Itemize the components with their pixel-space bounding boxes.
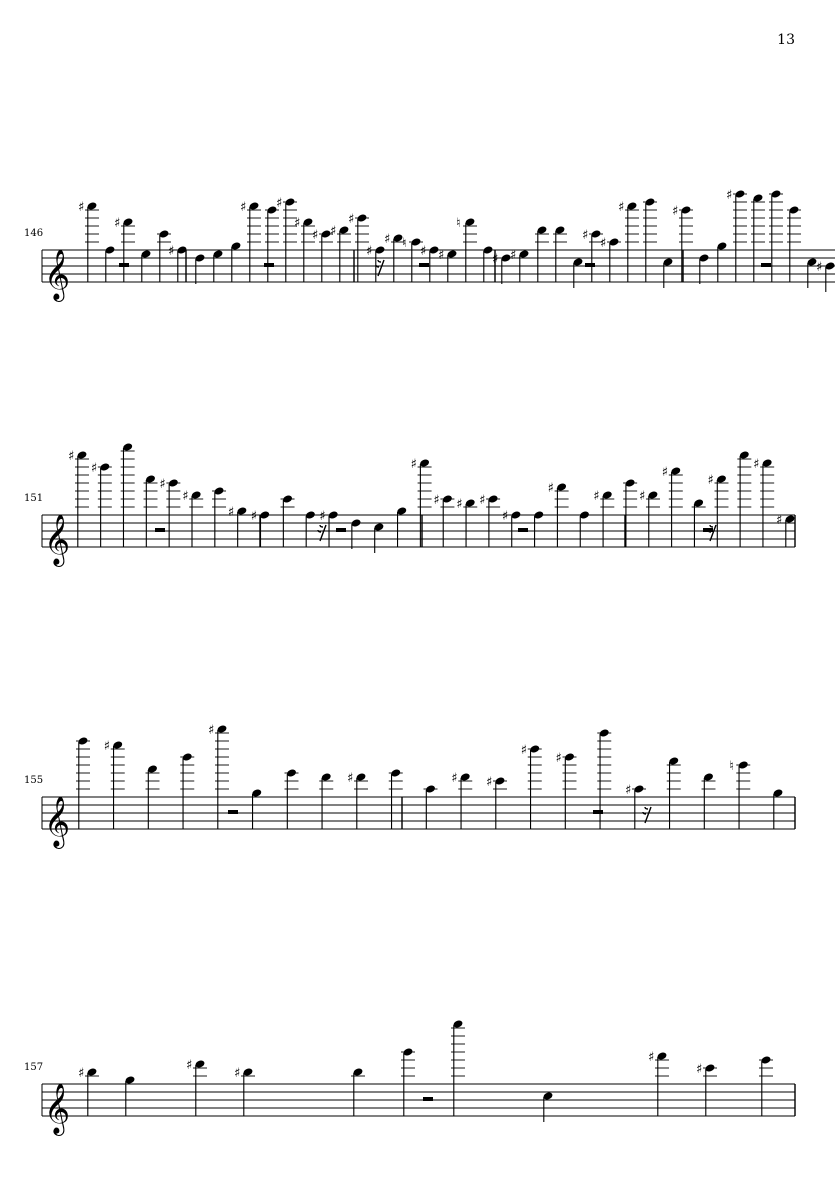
sharp-icon: ♯ [816,260,823,275]
sharp-icon: ♯ [384,232,391,247]
staff-system [24,723,795,849]
note [114,216,135,282]
note [240,200,261,282]
sharp-icon: ♯ [78,200,85,215]
note [159,477,180,547]
sharp-icon: ♯ [451,771,458,786]
sharp-icon: ♯ [648,1050,655,1065]
note [438,248,458,282]
note [194,253,205,284]
note [251,788,262,829]
note [228,505,248,547]
sharp-icon: ♯ [600,236,607,251]
note [618,200,639,282]
note [542,1091,553,1122]
treble-clef-icon: 𝄞 [44,514,71,565]
half-rest-icon [585,263,595,267]
measure-number: 151 [24,493,44,504]
sharp-icon: ♯ [348,212,355,227]
sharp-icon: ♯ [520,743,528,758]
note [787,205,801,282]
half-rest-icon [761,263,771,267]
treble-clef-icon: 𝄞 [44,1083,71,1134]
sharp-icon: ♯ [347,771,354,786]
sharp-icon: ♯ [510,248,517,263]
sharp-icon: ♯ [227,505,235,520]
note [776,513,796,547]
note [411,457,432,547]
sharp-icon: ♯ [479,493,486,508]
note [593,489,614,547]
sharp-icon: ♯ [366,244,373,259]
sharp-icon: ♯ [696,1062,703,1077]
note [91,461,112,547]
sharp-icon: ♯ [618,200,625,215]
measure-number: 146 [24,228,44,239]
note [716,241,727,282]
half-rest-icon [419,263,429,267]
note [456,216,477,282]
note [625,783,646,829]
half-rest-icon [423,1097,433,1101]
note [424,784,438,829]
sharp-icon: ♯ [420,244,427,259]
note [78,1066,99,1116]
sharp-icon: ♯ [168,244,175,259]
note [305,510,316,547]
note [772,788,783,829]
sharp-icon: ♯ [638,489,646,504]
note [401,1047,415,1116]
note [702,772,716,829]
half-rest-icon [336,528,346,532]
note [726,188,747,282]
sharp-icon: ♯ [593,489,600,504]
note [639,489,660,547]
note [521,743,542,829]
sharp-icon: ♯ [486,775,493,790]
note [144,474,158,547]
note [600,236,621,282]
natural-icon: ♮ [729,759,734,774]
half-rest-icon [228,810,238,814]
note [533,510,544,547]
sharp-icon: ♯ [438,248,445,263]
note [319,772,333,829]
note [180,752,194,829]
sharp-icon: ♯ [240,200,247,215]
note [707,473,728,547]
sharp-icon: ♯ [186,1058,193,1073]
note [648,1050,669,1116]
sharp-icon: ♯ [555,751,562,766]
note [285,768,299,829]
note [76,736,90,829]
note [294,216,315,282]
note [698,253,709,284]
natural-icon: ♮ [402,236,407,251]
note [737,450,751,547]
sharp-icon: ♯ [330,224,337,239]
sharp-icon: ♯ [234,1066,241,1081]
half-rest-icon [155,528,165,532]
sharp-icon: ♯ [294,216,301,231]
note [347,771,368,829]
sharp-icon: ♯ [159,477,166,492]
half-rest-icon [518,528,528,532]
sharp-icon: ♯ [547,481,554,496]
note [662,465,683,547]
sharp-icon: ♯ [312,228,319,243]
staff-system [24,1019,795,1136]
note [556,751,577,829]
note [230,241,241,282]
note [396,506,407,547]
sharp-icon: ♯ [726,188,733,203]
natural-icon: ♮ [456,216,461,231]
measure-number: 157 [24,1062,44,1073]
note [104,739,125,829]
measure-number: 155 [24,775,44,786]
treble-clef-icon: 𝄞 [44,796,71,847]
sharp-icon: ♯ [78,1066,85,1081]
page-number: 13 [777,32,795,48]
note [186,1058,207,1116]
note [451,1019,465,1116]
note [451,771,472,829]
note [276,196,297,282]
note [753,457,774,547]
sharp-icon: ♯ [492,252,499,267]
note [579,510,590,547]
note [553,225,567,282]
note [212,486,226,547]
note [456,497,477,547]
note [330,224,351,282]
sharp-icon: ♯ [319,509,326,524]
sharp-icon: ♯ [182,489,189,504]
treble-clef-icon: 𝄞 [44,249,71,300]
sharp-icon: ♯ [276,196,283,211]
sharp-icon: ♯ [90,461,98,476]
sharp-icon: ♯ [753,457,760,472]
sharp-icon: ♯ [661,465,669,480]
note [265,205,279,282]
note [643,197,657,282]
half-rest-icon [593,810,603,814]
sharp-icon: ♯ [625,783,632,798]
sharp-icon: ♯ [672,204,679,219]
note [234,1066,255,1116]
note [104,245,115,282]
note [572,257,583,288]
note [351,518,362,549]
note [751,193,765,282]
staff-system [24,188,835,302]
note [68,449,89,547]
note [729,759,750,829]
sharp-icon: ♯ [582,228,589,243]
sharp-icon: ♯ [776,513,783,528]
sharp-icon: ♯ [707,473,714,488]
note [510,248,530,282]
note [662,257,673,288]
note [769,189,783,282]
sharp-icon: ♯ [456,497,463,512]
note [759,1055,773,1116]
note [402,236,423,282]
note [389,768,403,829]
sharp-icon: ♯ [433,493,440,508]
note [124,1075,135,1116]
note [373,522,384,553]
half-rest-icon [264,263,274,267]
note [816,260,835,292]
note [182,489,203,547]
sharp-icon: ♯ [410,457,417,472]
sharp-icon: ♯ [68,449,75,464]
sharp-icon: ♯ [103,739,111,754]
sharp-icon: ♯ [501,509,509,524]
note [535,225,549,282]
sharp-icon: ♯ [250,509,258,524]
staff-system [24,442,796,567]
sharp-icon: ♯ [208,723,215,738]
note [78,200,99,282]
note [667,756,681,829]
sharp-icon: ♯ [114,216,121,231]
note [548,481,569,547]
